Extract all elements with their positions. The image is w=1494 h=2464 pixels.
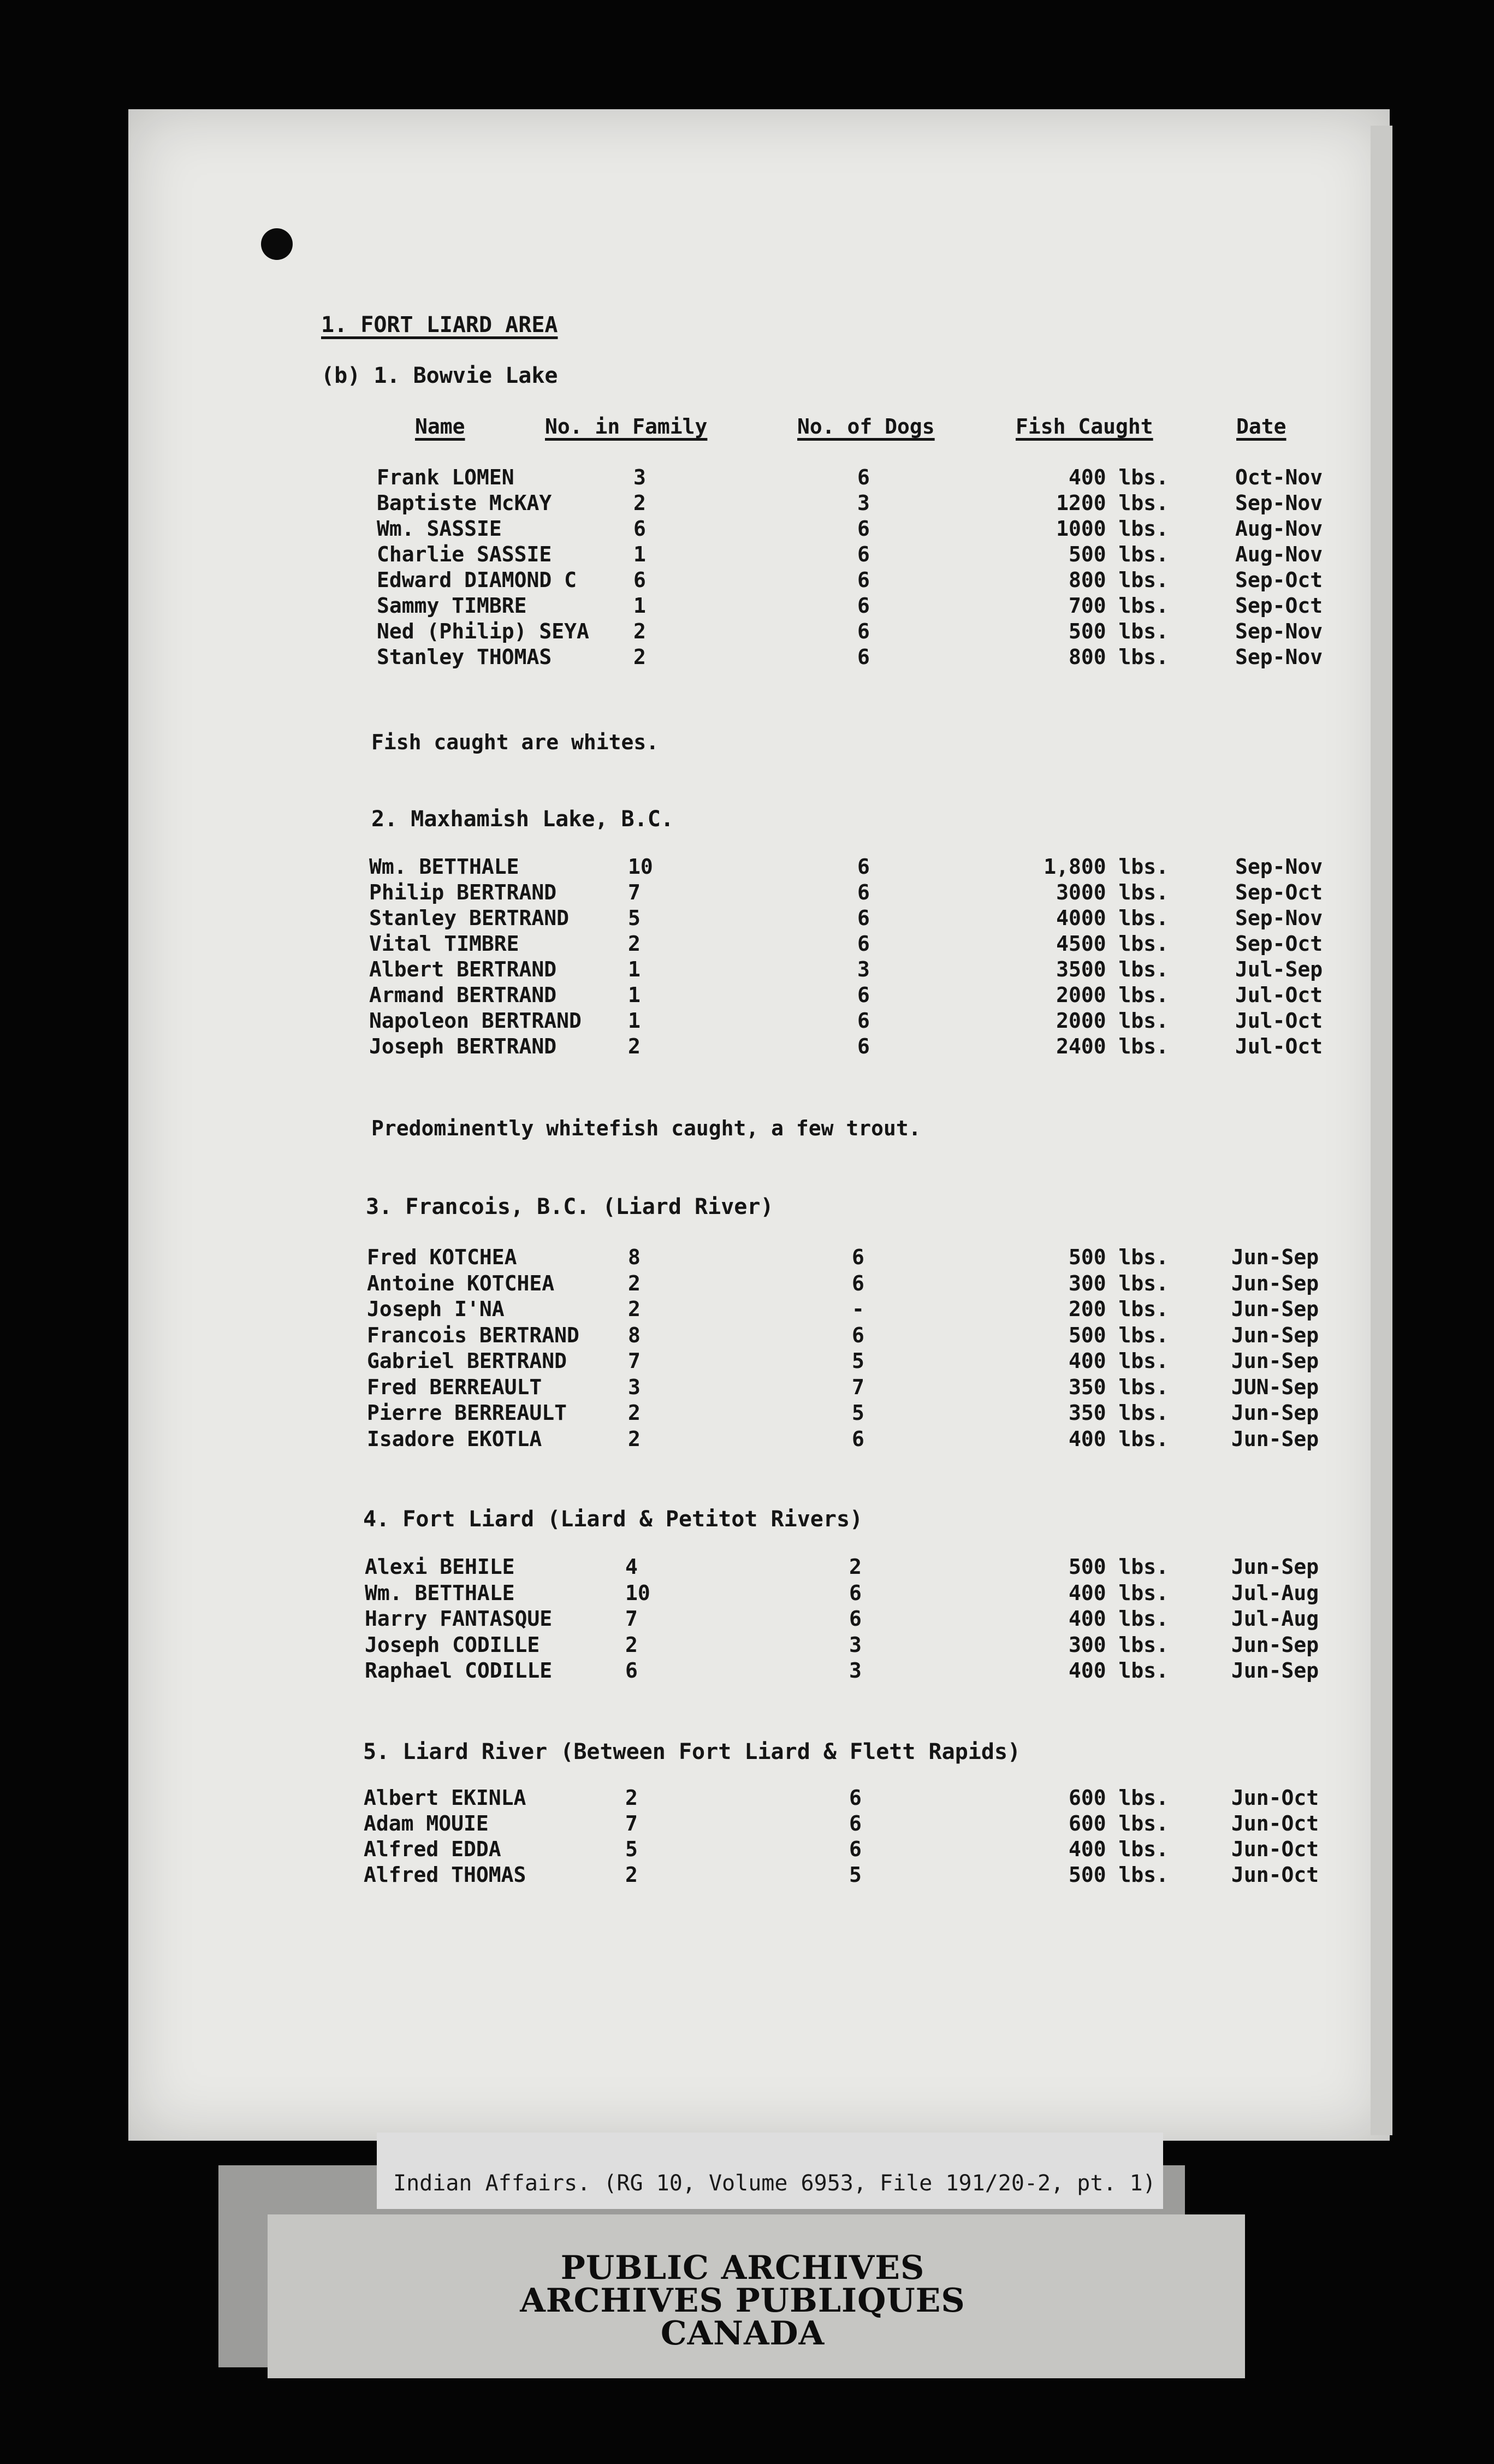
entry-fish-caught: 400 lbs. — [1068, 1580, 1169, 1605]
entry-dog-count: 5 — [849, 1863, 862, 1887]
entry-name: Baptiste McKAY — [377, 491, 552, 515]
entry-fish-caught: 500 lbs. — [1068, 1323, 1169, 1347]
entry-family-count: 10 — [628, 855, 653, 879]
entry-family-count: 7 — [628, 880, 641, 904]
entry-name: Vital TIMBRE — [369, 932, 519, 956]
stamp-line-1: PUBLIC ARCHIVES — [560, 2249, 925, 2287]
entry-dog-count: 6 — [857, 517, 870, 541]
entry-family-count: 6 — [633, 568, 646, 592]
entry-date-range: Aug-Nov — [1235, 517, 1323, 541]
entry-family-count: 7 — [628, 1349, 641, 1373]
entry-fish-caught: 200 lbs. — [1068, 1297, 1169, 1321]
entry-dog-count: 6 — [857, 1034, 870, 1058]
entry-date-range: Jul-Oct — [1235, 983, 1323, 1007]
entry-fish-caught: 350 lbs. — [1068, 1375, 1169, 1399]
entry-fish-caught: 350 lbs. — [1068, 1401, 1169, 1425]
entry-date-range: Jun-Sep — [1231, 1659, 1319, 1683]
entry-family-count: 5 — [625, 1837, 638, 1861]
entry-dog-count: 6 — [857, 619, 870, 643]
entry-date-range: Jun-Sep — [1231, 1245, 1319, 1269]
entry-fish-caught: 500 lbs. — [1068, 1863, 1169, 1887]
entry-name: Stanley THOMAS — [377, 645, 552, 669]
entry-family-count: 2 — [625, 1632, 638, 1657]
entry-fish-caught: 300 lbs. — [1068, 1271, 1169, 1295]
entry-date-range: Jul-Oct — [1235, 1009, 1323, 1033]
entry-family-count: 1 — [633, 542, 646, 566]
entry-date-range: Sep-Nov — [1235, 619, 1323, 643]
entry-fish-caught: 2000 lbs. — [1056, 983, 1169, 1007]
entry-date-range: Jul-Oct — [1235, 1034, 1323, 1058]
entry-family-count: 6 — [633, 517, 646, 541]
entry-name: Stanley BERTRAND — [369, 906, 570, 930]
col-header-family: No. in Family — [545, 414, 708, 439]
entry-fish-caught: 1000 lbs. — [1056, 517, 1169, 541]
entry-dog-count: - — [852, 1297, 864, 1321]
entry-name: Wm. SASSIE — [377, 517, 502, 541]
page-edge — [1371, 126, 1392, 2135]
entry-dog-count: 3 — [857, 957, 870, 981]
entry-fish-caught: 500 lbs. — [1068, 619, 1169, 643]
entry-fish-caught: 800 lbs. — [1068, 568, 1169, 592]
entry-dog-count: 7 — [852, 1375, 864, 1399]
entry-date-range: Jun-Sep — [1231, 1401, 1319, 1425]
entry-family-count: 2 — [628, 1034, 641, 1058]
entry-dog-count: 6 — [849, 1607, 862, 1631]
entry-dog-count: 6 — [857, 855, 870, 879]
entry-date-range: Jul-Aug — [1231, 1580, 1319, 1605]
entry-dog-count: 6 — [857, 465, 870, 489]
section-2-title: 2. Maxhamish Lake, B.C. — [371, 807, 674, 832]
entry-family-count: 2 — [628, 1426, 641, 1451]
entry-fish-caught: 400 lbs. — [1068, 1426, 1169, 1451]
col-header-name: Name — [415, 414, 465, 439]
entry-name: Joseph I'NA — [367, 1297, 505, 1321]
entry-date-range: Jun-Oct — [1231, 1837, 1319, 1861]
entry-family-count: 4 — [625, 1555, 638, 1579]
entry-family-count: 1 — [633, 594, 646, 618]
lake-heading: (b) 1. Bowvie Lake — [321, 363, 558, 388]
entry-date-range: Sep-Oct — [1235, 880, 1323, 904]
entry-fish-caught: 2400 lbs. — [1056, 1034, 1169, 1058]
entry-dog-count: 6 — [857, 1009, 870, 1033]
entry-family-count: 3 — [628, 1375, 641, 1399]
entry-fish-caught: 400 lbs. — [1068, 1659, 1169, 1683]
entry-date-range: Jun-Sep — [1231, 1323, 1319, 1347]
entry-name: Joseph CODILLE — [365, 1632, 540, 1657]
entry-date-range: Aug-Nov — [1235, 542, 1323, 566]
entry-name: Raphael CODILLE — [365, 1659, 553, 1683]
entry-dog-count: 6 — [857, 645, 870, 669]
entry-dog-count: 6 — [852, 1245, 864, 1269]
entry-date-range: Sep-Oct — [1235, 932, 1323, 956]
entry-fish-caught: 700 lbs. — [1068, 594, 1169, 618]
entry-date-range: Oct-Nov — [1235, 465, 1323, 489]
entry-date-range: Jul-Sep — [1235, 957, 1323, 981]
entry-family-count: 10 — [625, 1580, 650, 1605]
entry-dog-count: 6 — [849, 1580, 862, 1605]
entry-name: Albert BERTRAND — [369, 957, 557, 981]
entry-dog-count: 6 — [857, 983, 870, 1007]
entry-family-count: 6 — [625, 1659, 638, 1683]
entry-family-count: 1 — [628, 983, 641, 1007]
entry-name: Adam MOUIE — [364, 1811, 489, 1835]
entry-dog-count: 6 — [849, 1811, 862, 1835]
entry-date-range: Jul-Aug — [1231, 1607, 1319, 1631]
entry-name: Fred KOTCHEA — [367, 1245, 517, 1269]
entry-dog-count: 5 — [852, 1401, 864, 1425]
entry-name: Frank LOMEN — [377, 465, 514, 489]
entry-dog-count: 6 — [857, 542, 870, 566]
entry-family-count: 8 — [628, 1245, 641, 1269]
entry-name: Joseph BERTRAND — [369, 1034, 557, 1058]
entry-family-count: 2 — [633, 491, 646, 515]
entry-name: Wm. BETTHALE — [369, 855, 519, 879]
stamp-line-2: ARCHIVES PUBLIQUES — [520, 2282, 965, 2320]
entry-dog-count: 6 — [849, 1837, 862, 1861]
entry-fish-caught: 400 lbs. — [1068, 1837, 1169, 1861]
stamp-line-3: CANADA — [660, 2314, 825, 2353]
entry-name: Harry FANTASQUE — [365, 1607, 553, 1631]
entry-name: Antoine KOTCHEA — [367, 1271, 555, 1295]
entry-date-range: Jun-Sep — [1231, 1632, 1319, 1657]
entry-dog-count: 3 — [849, 1632, 862, 1657]
entry-date-range: Jun-Sep — [1231, 1297, 1319, 1321]
entry-date-range: Sep-Nov — [1235, 645, 1323, 669]
entry-family-count: 5 — [628, 906, 641, 930]
entry-family-count: 2 — [628, 932, 641, 956]
entry-date-range: Jun-Oct — [1231, 1811, 1319, 1835]
section-3-title: 3. Francois, B.C. (Liard River) — [366, 1194, 774, 1219]
entry-name: Pierre BERREAULT — [367, 1401, 567, 1425]
entry-dog-count: 6 — [857, 906, 870, 930]
entry-fish-caught: 500 lbs. — [1068, 542, 1169, 566]
punch-hole — [261, 228, 293, 260]
section-4-title: 4. Fort Liard (Liard & Petitot Rivers) — [363, 1507, 863, 1532]
entry-fish-caught: 3000 lbs. — [1056, 880, 1169, 904]
entry-fish-caught: 400 lbs. — [1068, 1349, 1169, 1373]
entry-family-count: 7 — [625, 1607, 638, 1631]
entry-date-range: Sep-Nov — [1235, 906, 1323, 930]
entry-name: Isadore EKOTLA — [367, 1426, 542, 1451]
entry-family-count: 2 — [633, 645, 646, 669]
entry-fish-caught: 4000 lbs. — [1056, 906, 1169, 930]
section-1-note: Fish caught are whites. — [371, 730, 659, 754]
entry-dog-count: 6 — [857, 568, 870, 592]
entry-name: Albert EKINLA — [364, 1786, 526, 1810]
entry-dog-count: 6 — [849, 1786, 862, 1810]
entry-family-count: 1 — [628, 957, 641, 981]
col-header-dogs: No. of Dogs — [797, 414, 935, 439]
area-heading: 1. FORT LIARD AREA — [321, 312, 558, 337]
entry-fish-caught: 400 lbs. — [1068, 1607, 1169, 1631]
entry-date-range: Jun-Sep — [1231, 1271, 1319, 1295]
entry-name: Ned (Philip) SEYA — [377, 619, 589, 643]
entry-dog-count: 6 — [852, 1323, 864, 1347]
entry-family-count: 2 — [628, 1271, 641, 1295]
entry-family-count: 2 — [625, 1863, 638, 1887]
entry-fish-caught: 600 lbs. — [1068, 1786, 1169, 1810]
entry-date-range: Sep-Nov — [1235, 855, 1323, 879]
entry-fish-caught: 400 lbs. — [1068, 465, 1169, 489]
entry-date-range: JUN-Sep — [1231, 1375, 1319, 1399]
entry-name: Charlie SASSIE — [377, 542, 552, 566]
section-5-title: 5. Liard River (Between Fort Liard & Flett Rapids) — [363, 1739, 1021, 1764]
entry-fish-caught: 300 lbs. — [1068, 1632, 1169, 1657]
entry-name: Gabriel BERTRAND — [367, 1349, 567, 1373]
entry-fish-caught: 1,800 lbs. — [1044, 855, 1169, 879]
entry-fish-caught: 500 lbs. — [1068, 1245, 1169, 1269]
entry-dog-count: 6 — [857, 594, 870, 618]
entry-name: Armand BERTRAND — [369, 983, 557, 1007]
entry-name: Sammy TIMBRE — [377, 594, 527, 618]
entry-date-range: Sep-Oct — [1235, 568, 1323, 592]
entry-fish-caught: 2000 lbs. — [1056, 1009, 1169, 1033]
entry-dog-count: 6 — [857, 880, 870, 904]
section-2-note: Predominently whitefish caught, a few trout. — [371, 1116, 921, 1140]
entry-family-count: 2 — [628, 1297, 641, 1321]
entry-dog-count: 6 — [852, 1271, 864, 1295]
entry-date-range: Sep-Nov — [1235, 491, 1323, 515]
entry-family-count: 2 — [633, 619, 646, 643]
entry-family-count: 1 — [628, 1009, 641, 1033]
entry-name: Napoleon BERTRAND — [369, 1009, 582, 1033]
entry-family-count: 3 — [633, 465, 646, 489]
entry-family-count: 2 — [628, 1401, 641, 1425]
entry-date-range: Sep-Oct — [1235, 594, 1323, 618]
col-header-date: Date — [1236, 414, 1286, 439]
entry-fish-caught: 3500 lbs. — [1056, 957, 1169, 981]
entry-dog-count: 3 — [857, 491, 870, 515]
entry-dog-count: 5 — [852, 1349, 864, 1373]
entry-dog-count: 2 — [849, 1555, 862, 1579]
entry-name: Edward DIAMOND C — [377, 568, 577, 592]
entry-name: Alfred EDDA — [364, 1837, 501, 1861]
entry-family-count: 2 — [625, 1786, 638, 1810]
entry-name: Philip BERTRAND — [369, 880, 557, 904]
entry-family-count: 7 — [625, 1811, 638, 1835]
entry-name: Wm. BETTHALE — [365, 1580, 515, 1605]
entry-dog-count: 6 — [857, 932, 870, 956]
entry-fish-caught: 4500 lbs. — [1056, 932, 1169, 956]
entry-name: Fred BERREAULT — [367, 1375, 542, 1399]
entry-dog-count: 6 — [852, 1426, 864, 1451]
entry-fish-caught: 800 lbs. — [1068, 645, 1169, 669]
entry-family-count: 8 — [628, 1323, 641, 1347]
archive-reference-label: Indian Affairs. (RG 10, Volume 6953, File 191/20-2, pt. 1) — [393, 2171, 1156, 2196]
col-header-fish: Fish Caught — [1016, 414, 1153, 439]
entry-dog-count: 3 — [849, 1659, 862, 1683]
entry-fish-caught: 600 lbs. — [1068, 1811, 1169, 1835]
entry-name: Francois BERTRAND — [367, 1323, 579, 1347]
entry-name: Alexi BEHILE — [365, 1555, 515, 1579]
entry-date-range: Jun-Sep — [1231, 1426, 1319, 1451]
entry-date-range: Jun-Oct — [1231, 1786, 1319, 1810]
entry-name: Alfred THOMAS — [364, 1863, 526, 1887]
entry-date-range: Jun-Oct — [1231, 1863, 1319, 1887]
entry-date-range: Jun-Sep — [1231, 1555, 1319, 1579]
entry-fish-caught: 500 lbs. — [1068, 1555, 1169, 1579]
entry-fish-caught: 1200 lbs. — [1056, 491, 1169, 515]
entry-date-range: Jun-Sep — [1231, 1349, 1319, 1373]
